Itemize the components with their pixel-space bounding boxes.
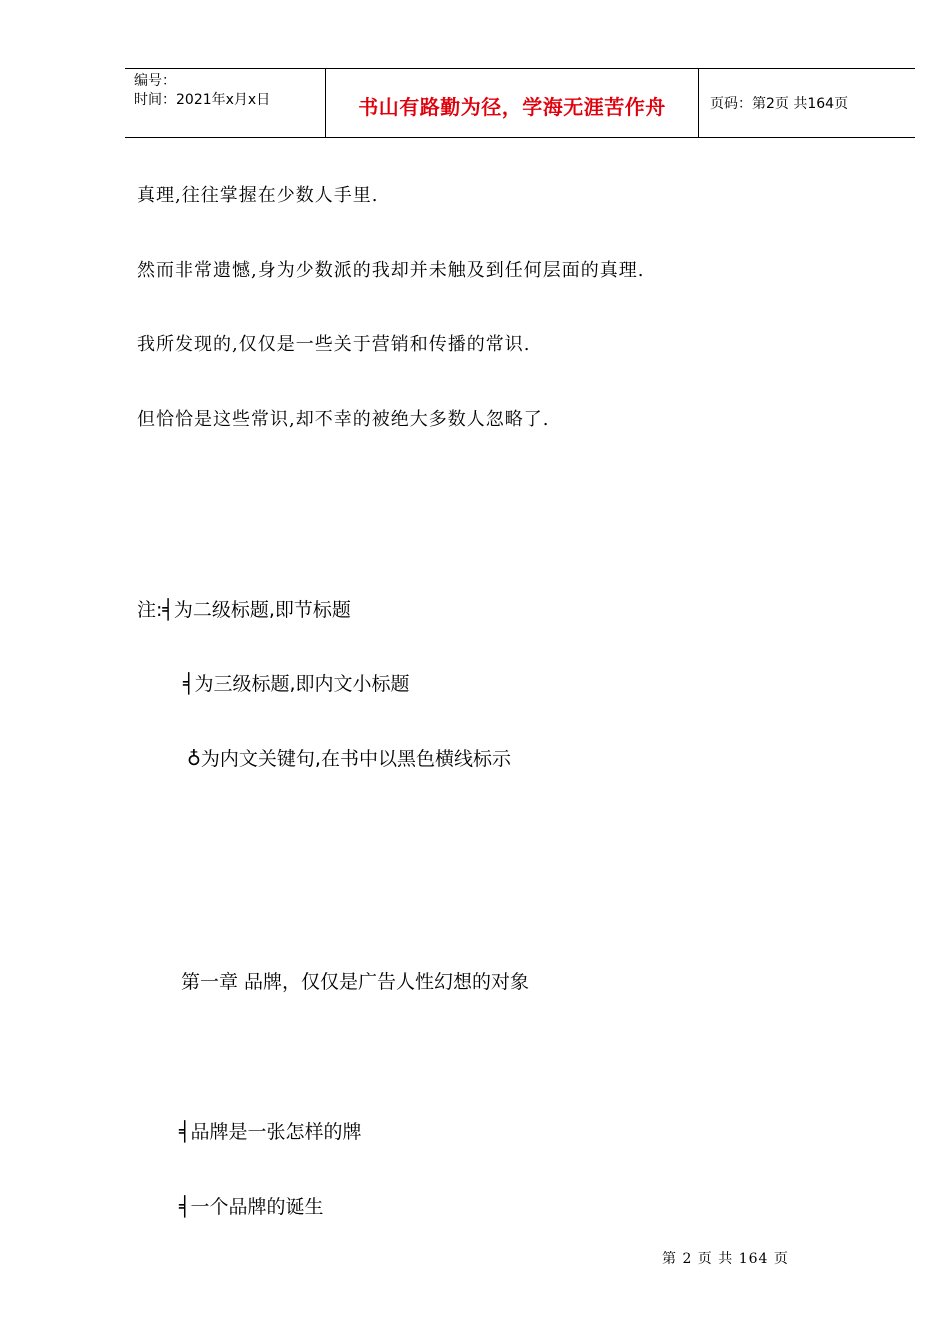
header-motto-cell: [325, 69, 699, 137]
note-line-2: [183, 669, 410, 696]
key-sentence-symbol-icon: ♁: [187, 748, 201, 770]
note-line-3: [187, 744, 511, 771]
header-page-cell: [698, 69, 915, 137]
section-symbol-icon: ╡: [179, 1121, 191, 1143]
page-info: 页码：第2页 共164页: [710, 96, 849, 112]
note-prefix: 注:: [137, 599, 163, 621]
section-heading-1: [179, 1117, 361, 1144]
header-meta-cell: [125, 69, 325, 137]
time-label: 时间：2021年x月x日: [134, 92, 271, 108]
note-line-3-text: 为内文关键句,在书中以黑色横线标示: [200, 748, 511, 770]
section-symbol-icon: ╡: [179, 1196, 191, 1218]
note-line-1-text: 为二级标题,即节标题: [173, 599, 351, 621]
note-line-1: [137, 595, 351, 622]
paragraph-3: 我所发现的,仅仅是一些关于营销和传播的常识.: [137, 334, 531, 355]
subsection-symbol-icon: ╡: [183, 673, 195, 695]
note-line-2-text: 为三级标题,即内文小标题: [194, 673, 410, 695]
number-label: 编号：: [134, 73, 176, 89]
paragraph-1: 真理,往往掌握在少数人手里.: [137, 185, 379, 206]
paragraph-4: 但恰恰是这些常识,却不幸的被绝大多数人忽略了.: [137, 409, 550, 430]
section-symbol-icon: ╡: [162, 599, 174, 621]
section-heading-2-text: 一个品牌的诞生: [190, 1196, 324, 1218]
motto: 书山有路勤为径，学海无涯苦作舟: [358, 95, 666, 119]
section-heading-1-text: 品牌是一张怎样的牌: [190, 1121, 362, 1143]
page-footer: 第 2 页 共 164 页: [662, 1251, 789, 1267]
paragraph-2: 然而非常遗憾,身为少数派的我却并未触及到任何层面的真理.: [137, 260, 645, 281]
section-heading-2: [179, 1192, 323, 1219]
chapter-title: 第一章 品牌，仅仅是广告人性幻想的对象: [181, 971, 530, 993]
page-header: [125, 68, 915, 138]
